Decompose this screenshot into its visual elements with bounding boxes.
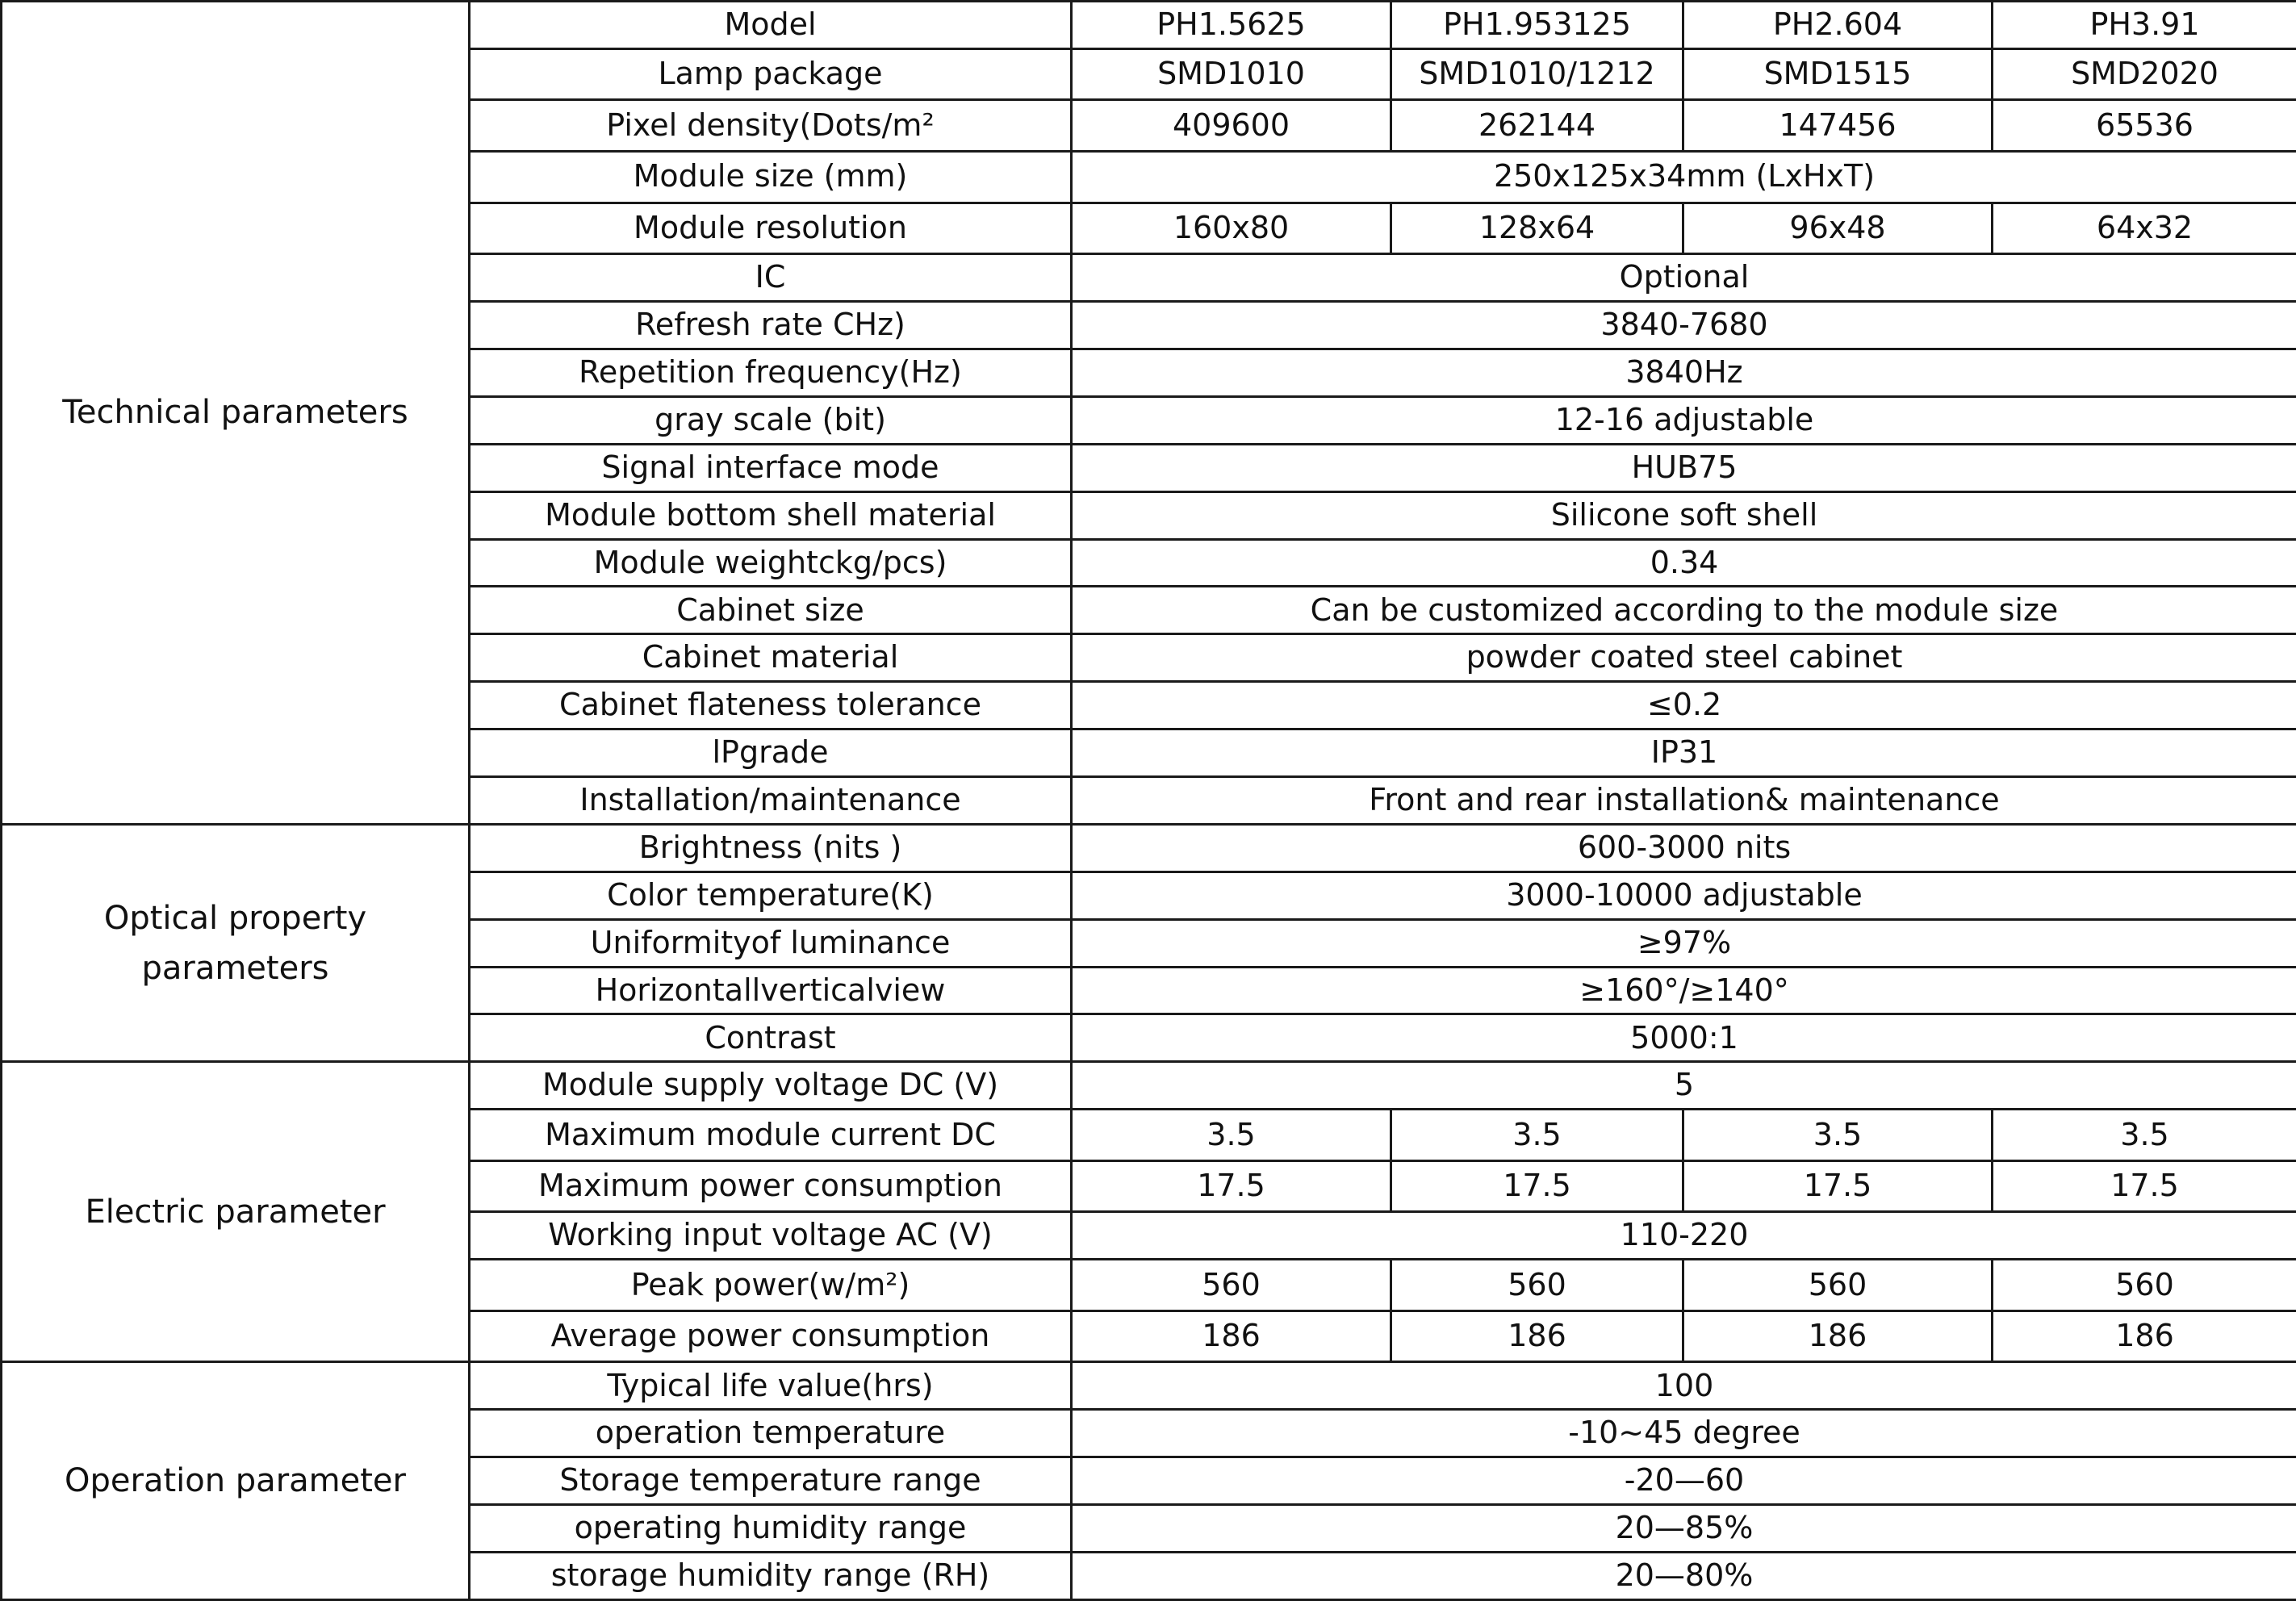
- cell-value: 3.5: [1683, 1110, 1993, 1161]
- row-label: Module size (mm): [470, 152, 1072, 203]
- cell-value: 186: [1072, 1310, 1391, 1362]
- row-label: Uniformityof luminance: [470, 919, 1072, 967]
- row-label: Signal interface mode: [470, 444, 1072, 491]
- row-label: operation temperature: [470, 1410, 1072, 1457]
- cell-value: -10~45 degree: [1072, 1410, 2296, 1457]
- row-label: Cabinet size: [470, 587, 1072, 634]
- model-name: PH3.91: [1993, 2, 2296, 49]
- cell-value: 20—85%: [1072, 1505, 2296, 1553]
- cell-value: Optional: [1072, 254, 2296, 302]
- row-label: Pixel density(Dots/m²: [470, 100, 1072, 152]
- cell-value: 128x64: [1391, 203, 1683, 254]
- row-label: Cabinet material: [470, 634, 1072, 682]
- row-label: Module resolution: [470, 203, 1072, 254]
- cell-value: 262144: [1391, 100, 1683, 152]
- cell-value: 3840Hz: [1072, 349, 2296, 396]
- cell-value: 186: [1391, 1310, 1683, 1362]
- cell-value: 5: [1072, 1062, 2296, 1110]
- row-label: Peak power(w/m²): [470, 1260, 1072, 1311]
- row-label: Repetition frequency(Hz): [470, 349, 1072, 396]
- cell-value: 65536: [1993, 100, 2296, 152]
- cell-value: 186: [1993, 1310, 2296, 1362]
- cell-value: SMD1010: [1072, 48, 1391, 100]
- row-label: Lamp package: [470, 48, 1072, 100]
- cell-value: 3840-7680: [1072, 302, 2296, 349]
- row-label: Working input voltage AC (V): [470, 1212, 1072, 1260]
- cell-value: 17.5: [1072, 1160, 1391, 1212]
- row-label: gray scale (bit): [470, 396, 1072, 444]
- row-label: Storage temperature range: [470, 1457, 1072, 1505]
- cell-value: ≥160°/≥140°: [1072, 967, 2296, 1014]
- cell-value: 147456: [1683, 100, 1993, 152]
- row-label: operating humidity range: [470, 1505, 1072, 1553]
- row-label: Installation/maintenance: [470, 777, 1072, 825]
- cell-value: 3.5: [1072, 1110, 1391, 1161]
- cell-value: 0.34: [1072, 539, 2296, 587]
- cell-value: 12-16 adjustable: [1072, 396, 2296, 444]
- cell-value: 250x125x34mm (LxHxT): [1072, 152, 2296, 203]
- cell-value: 160x80: [1072, 203, 1391, 254]
- cell-value: -20—60: [1072, 1457, 2296, 1505]
- cell-value: 17.5: [1993, 1160, 2296, 1212]
- cell-value: HUB75: [1072, 444, 2296, 491]
- cell-value: 5000:1: [1072, 1014, 2296, 1062]
- cell-value: 3000-10000 adjustable: [1072, 872, 2296, 919]
- cell-value: SMD2020: [1993, 48, 2296, 100]
- cell-value: 3.5: [1391, 1110, 1683, 1161]
- cell-value: 100: [1072, 1362, 2296, 1410]
- row-label: Brightness (nits ): [470, 824, 1072, 872]
- cell-value: 186: [1683, 1310, 1993, 1362]
- cell-value: 110-220: [1072, 1212, 2296, 1260]
- cell-value: 96x48: [1683, 203, 1993, 254]
- row-label: Contrast: [470, 1014, 1072, 1062]
- section-title-technical: Technical parameters: [2, 2, 470, 825]
- row-label: Typical life value(hrs): [470, 1362, 1072, 1410]
- cell-value: 560: [1072, 1260, 1391, 1311]
- row-label: Horizontallverticalview: [470, 967, 1072, 1014]
- cell-value: 560: [1391, 1260, 1683, 1311]
- header-model-label: Model: [470, 2, 1072, 49]
- cell-value: ≥97%: [1072, 919, 2296, 967]
- row-label: IC: [470, 254, 1072, 302]
- section-title-optical: Optical property parameters: [2, 824, 470, 1061]
- cell-value: 600-3000 nits: [1072, 824, 2296, 872]
- cell-value: Can be customized according to the module size: [1072, 587, 2296, 634]
- row-label: Module bottom shell material: [470, 491, 1072, 539]
- cell-value: 17.5: [1683, 1160, 1993, 1212]
- row-label: Maximum power consumption: [470, 1160, 1072, 1212]
- model-name: PH1.5625: [1072, 2, 1391, 49]
- cell-value: 560: [1683, 1260, 1993, 1311]
- model-name: PH2.604: [1683, 2, 1993, 49]
- cell-value: 17.5: [1391, 1160, 1683, 1212]
- cell-value: Silicone soft shell: [1072, 491, 2296, 539]
- row-label: lPgrade: [470, 729, 1072, 777]
- row-label: Module supply voltage DC (V): [470, 1062, 1072, 1110]
- row-label: Maximum module current DC: [470, 1110, 1072, 1161]
- cell-value: 20—80%: [1072, 1553, 2296, 1600]
- cell-value: 3.5: [1993, 1110, 2296, 1161]
- row-label: Average power consumption: [470, 1310, 1072, 1362]
- cell-value: SMD1515: [1683, 48, 1993, 100]
- cell-value: IP31: [1072, 729, 2296, 777]
- cell-value: 560: [1993, 1260, 2296, 1311]
- cell-value: 409600: [1072, 100, 1391, 152]
- cell-value: 64x32: [1993, 203, 2296, 254]
- cell-value: ≤0.2: [1072, 682, 2296, 729]
- row-label: storage humidity range (RH): [470, 1553, 1072, 1600]
- row-label: Module weightckg/pcs): [470, 539, 1072, 587]
- model-name: PH1.953125: [1391, 2, 1683, 49]
- cell-value: Front and rear installation& maintenance: [1072, 777, 2296, 825]
- row-label: Refresh rate CHz): [470, 302, 1072, 349]
- row-label: Color temperature(K): [470, 872, 1072, 919]
- cell-value: SMD1010/1212: [1391, 48, 1683, 100]
- section-title-electric: Electric parameter: [2, 1062, 470, 1362]
- cell-value: powder coated steel cabinet: [1072, 634, 2296, 682]
- row-label: Cabinet flateness tolerance: [470, 682, 1072, 729]
- section-title-operation: Operation parameter: [2, 1362, 470, 1600]
